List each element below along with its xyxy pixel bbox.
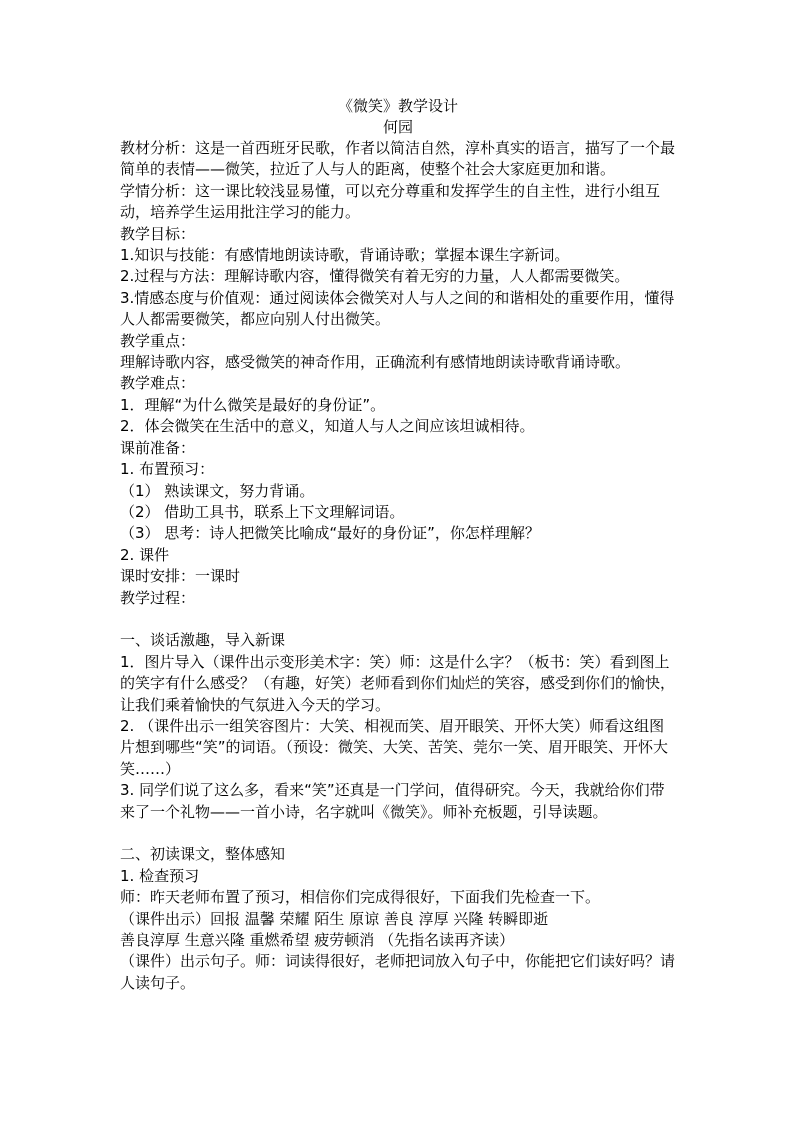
- paragraph: 3. 同学们说了这么多，看来“笑”还真是一门学问，值得研究。今天，我就给你们带来了一个礼物——一首小诗，名字就叫《微笑》。师补充板题，引导读题。: [120, 781, 665, 821]
- section-heading: 一、谈话激趣，导入新课: [120, 631, 286, 650]
- paragraph: （3） 思考：诗人把微笑比喻成“最好的身份证”，你怎样理解？: [120, 524, 540, 543]
- paragraph: 1.知识与技能：有感情地朗读诗歌，背诵诗歌；掌握本课生字新词。: [120, 246, 570, 265]
- paragraph: 3.情感态度与价值观：通过阅读体会微笑对人与人之间的和谐相处的重要作用，懂得人人都需要微笑，都应向别人付出微笑。: [120, 288, 675, 329]
- paragraph: 1．图片导入（课件出示变形美术字：笑）师：这是什么字？（板书：笑）看到图上的笑字有什么感受？（有趣，好笑）老师看到你们灿烂的笑容，感受到你们的愉快，让我们乘着愉快的气氛进入今天的学习。: [120, 652, 676, 714]
- document-title: 《微笑》教学设计: [337, 97, 458, 115]
- paragraph: 2. 课件: [120, 545, 170, 564]
- paragraph: （课件）出示句子。师：词读得很好，老师把词放入句子中，你能把它们读好吗？请人读句子。: [120, 952, 676, 992]
- section-heading: 课前准备：: [120, 438, 196, 457]
- blank-line: [120, 609, 676, 630]
- section-heading: 二、初读课文，整体感知: [120, 845, 286, 864]
- paragraph: （1） 熟读课文，努力背诵。: [120, 481, 315, 500]
- paragraph: 2. （课件出示一组笑容图片：大笑、相视而笑、眉开眼笑、开怀大笑）师看这组图片想到哪些“笑”的词语。（预设：微笑、大笑、苦笑、莞尔一笑、眉开眼笑、开怀大笑……）: [120, 716, 669, 778]
- paragraph: 师：昨天老师布置了预习，相信你们完成得很好，下面我们先检查一下。: [120, 888, 601, 907]
- paragraph: 教材分析：这是一首西班牙民歌，作者以简洁自然，淳朴真实的语言，描写了一个最简单的表情——微笑，拉近了人与人的距离，使整个社会大家庭更加和谐。: [120, 139, 676, 179]
- paragraph: 理解诗歌内容，感受微笑的神奇作用，正确流利有感情地朗读诗歌背诵诗歌。: [120, 353, 631, 372]
- paragraph: 1. 检查预习: [120, 866, 200, 885]
- paragraph: 1. 布置预习：: [120, 460, 215, 479]
- section-heading: 教学重点：: [120, 331, 196, 350]
- paragraph: 善良淳厚 生意兴隆 重燃希望 疲劳顿消 （先指名读再齐读）: [120, 931, 515, 949]
- paragraph: 2．体会微笑在生活中的意义，知道人与人之间应该坦诚相待。: [120, 417, 535, 436]
- blank-line: [120, 823, 676, 844]
- section-heading: 教学目标：: [120, 224, 196, 243]
- paragraph: 课时安排：一课时: [120, 567, 241, 586]
- section-heading: 教学过程：: [120, 588, 196, 607]
- document-author: 何园: [382, 118, 413, 136]
- paragraph: 1．理解“为什么微笑是最好的身份证”。: [120, 395, 386, 414]
- paragraph: （课件出示）回报 温馨 荣耀 陌生 原谅 善良 淳厚 兴隆 转瞬即逝: [120, 909, 549, 928]
- section-heading: 教学难点：: [120, 374, 196, 393]
- paragraph: 学情分析：这一课比较浅显易懂，可以充分尊重和发挥学生的自主性，进行小组互动，培养学生运用批注学习的能力。: [120, 181, 661, 222]
- paragraph: 2.过程与方法：理解诗歌内容，懂得微笑有着无穷的力量，人人都需要微笑。: [120, 267, 630, 286]
- paragraph: （2） 借助工具书，联系上下文理解词语。: [120, 502, 405, 521]
